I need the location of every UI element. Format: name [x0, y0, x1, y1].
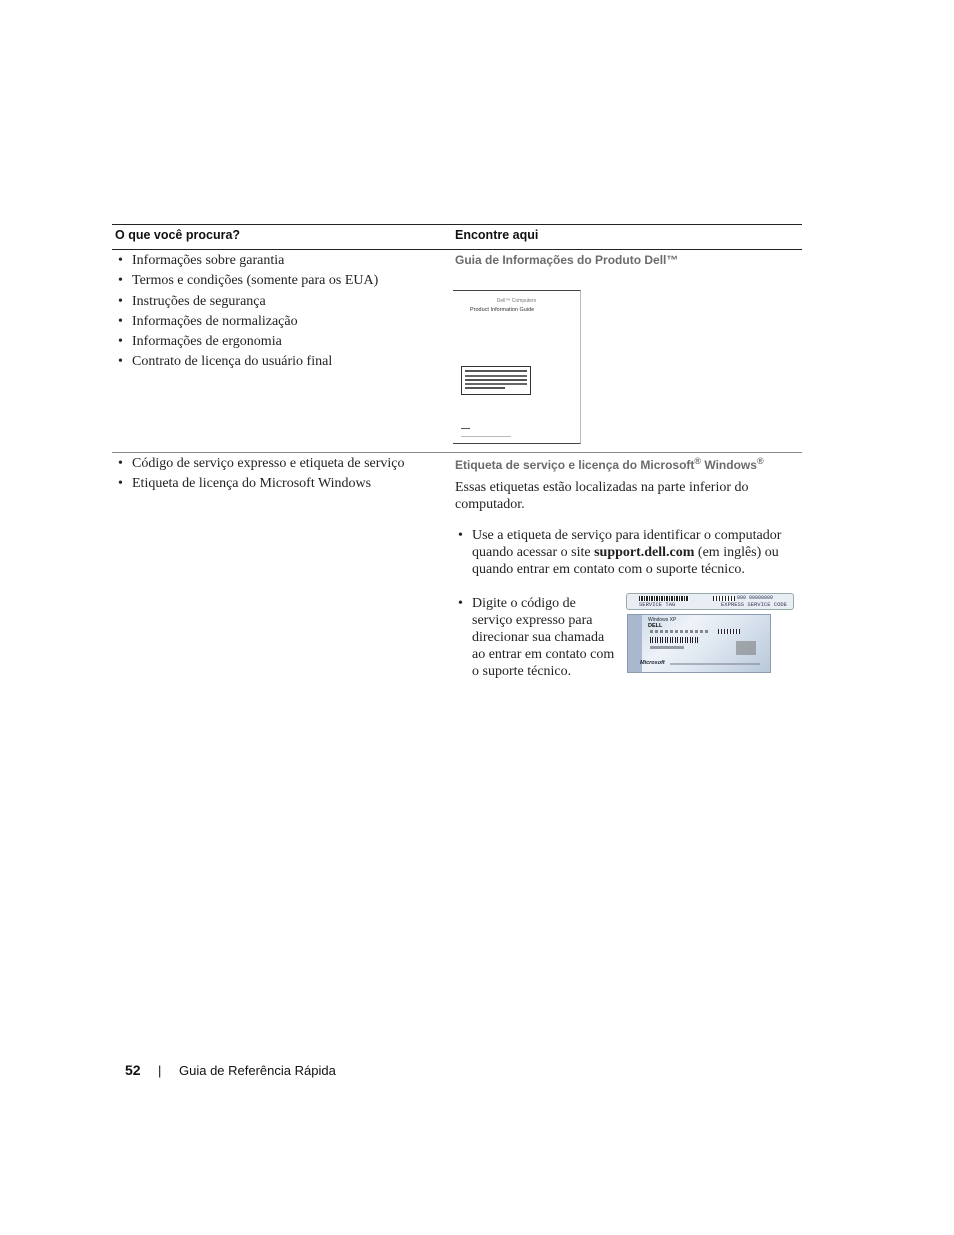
list-item: • Etiqueta de licença do Microsoft Windows — [118, 474, 448, 494]
express-code-bullet: • Digite o código de serviço expresso para direcionar sua chamada ao entrar em contato com o suporte técnico. — [458, 596, 615, 679]
footer-separator: | — [158, 1063, 162, 1078]
barcode-icon — [718, 629, 740, 634]
labels-location-text: Essas etiquetas estão localizadas na parte inferior do computador. — [455, 480, 749, 512]
table-header-rule — [112, 249, 802, 250]
guide-cover-title: Product Information Guide — [470, 307, 535, 313]
list-item: • Instruções de segurança — [118, 292, 448, 312]
table-top-rule — [112, 224, 802, 225]
list-item: • Informações de normalização — [118, 312, 448, 332]
table-row-rule — [112, 452, 802, 453]
list-item: • Termos e condições (somente para os EUA) — [118, 271, 448, 291]
list-item: • Informações de ergonomia — [118, 332, 448, 352]
list-item: • Informações sobre garantia — [118, 251, 448, 271]
hologram-icon — [736, 641, 756, 655]
column-header-where: Encontre aqui — [455, 228, 539, 242]
guide-brand: Dell™ Computers — [496, 298, 537, 304]
windows-license-label: Windows XP DELL Microsoft — [627, 614, 771, 673]
list-item: • Código de serviço expresso e etiqueta de serviço — [118, 454, 448, 474]
service-license-label-title: Etiqueta de serviço e licença do Microsoft® Windows® — [455, 456, 764, 472]
row2-item-list — [118, 454, 448, 495]
guide-warning-box — [461, 366, 531, 395]
row1-item-list — [118, 251, 448, 373]
footer-title: Guia de Referência Rápida — [179, 1063, 336, 1078]
support-link[interactable]: support.dell.com — [594, 545, 695, 560]
column-header-what: O que você procura? — [115, 228, 241, 242]
service-tag-bullet: • Use a etiqueta de serviço para identificar o computador quando acessar o site support.dell.com (em inglês) ou quando entrar em contato com o suporte técnico. — [458, 528, 782, 577]
product-guide-thumbnail — [453, 290, 581, 444]
barcode-icon — [650, 637, 698, 643]
page-number: 52 — [125, 1062, 141, 1078]
product-info-guide-title: Guia de Informações do Produto Dell™ — [455, 253, 679, 267]
service-tag-label: 000 00000000 SERVICE TAG EXPRESS SERVICE CODE — [626, 593, 794, 610]
list-item: • Contrato de licença do usuário final — [118, 352, 448, 372]
